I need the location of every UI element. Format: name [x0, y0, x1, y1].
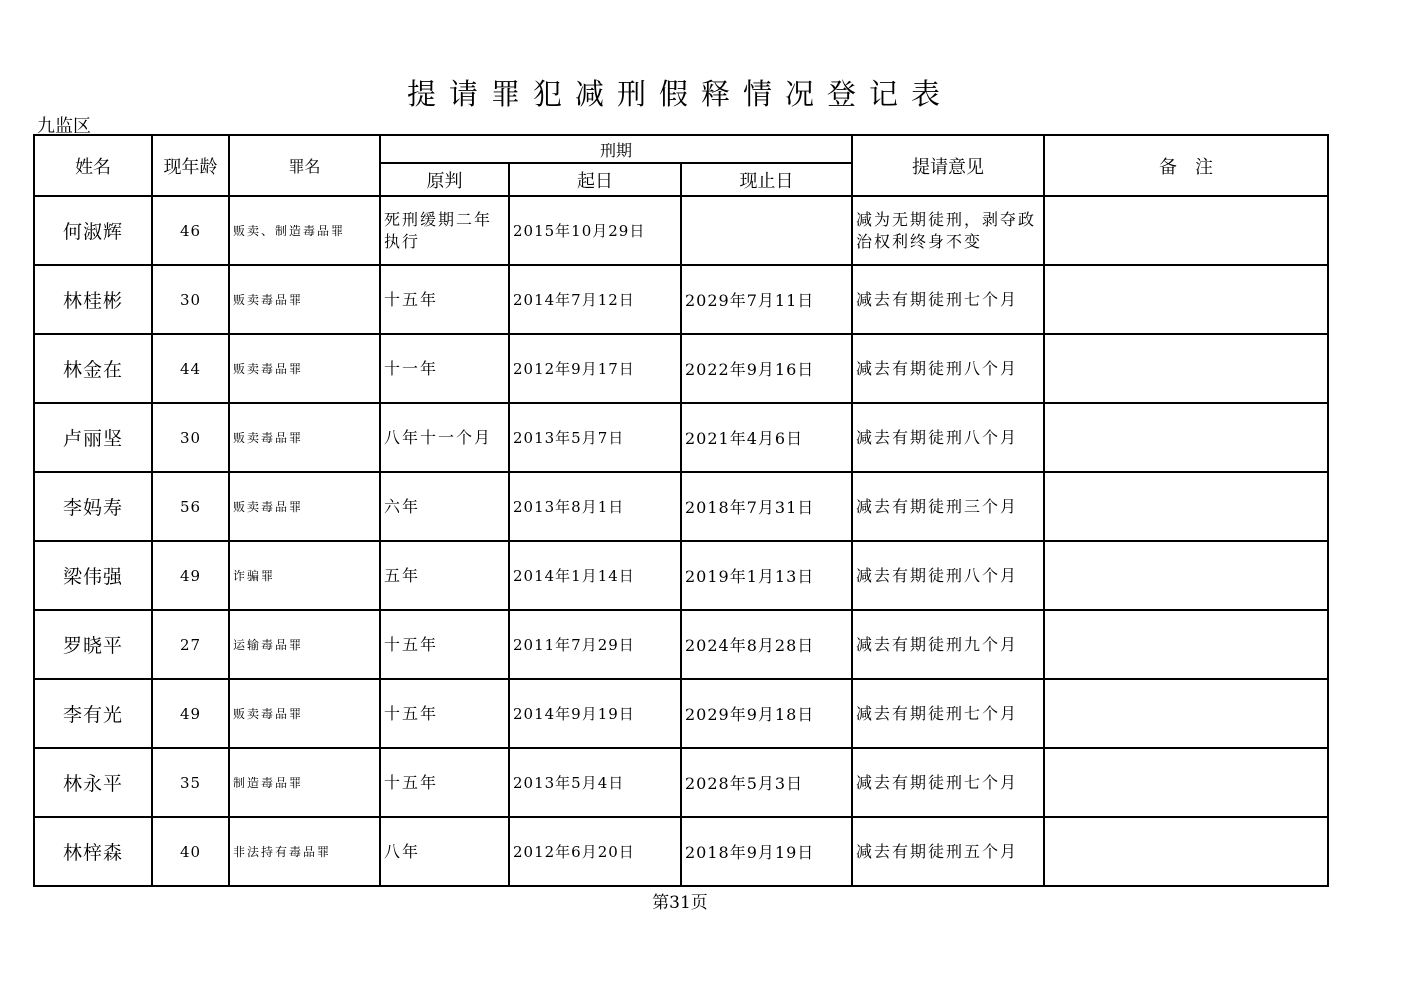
- table-row: [34, 196, 1328, 265]
- cell-start-date: 2013年8月1日: [509, 472, 681, 541]
- prison-area-label: 九监区: [37, 116, 91, 137]
- cell-name: 林桂彬: [34, 265, 152, 334]
- header-original-sentence: 原判: [380, 163, 509, 196]
- cell-end-date: 2024年8月28日: [681, 610, 852, 679]
- cell-opinion: 减去有期徒刑九个月: [852, 610, 1044, 679]
- cell-name: 罗晓平: [34, 610, 152, 679]
- table-row: [34, 541, 1328, 610]
- cell-crime: 贩卖毒品罪: [229, 679, 380, 748]
- cell-name: 何淑辉: [34, 196, 152, 265]
- cell-end-date: 2029年7月11日: [681, 265, 852, 334]
- cell-end-date: 2021年4月6日: [681, 403, 852, 472]
- header-age: 现年龄: [152, 135, 229, 196]
- cell-name: 李妈寿: [34, 472, 152, 541]
- page-number: 第31页: [652, 893, 708, 913]
- cell-age: 44: [152, 334, 229, 403]
- table-body: [34, 135, 1328, 886]
- cell-age: 35: [152, 748, 229, 817]
- cell-start-date: 2014年1月14日: [509, 541, 681, 610]
- cell-end-date: 2019年1月13日: [681, 541, 852, 610]
- cell-name: 梁伟强: [34, 541, 152, 610]
- cell-opinion: 减去有期徒刑八个月: [852, 403, 1044, 472]
- cell-end-date: 2022年9月16日: [681, 334, 852, 403]
- cell-opinion: 减去有期徒刑八个月: [852, 541, 1044, 610]
- cell-opinion: 减去有期徒刑七个月: [852, 679, 1044, 748]
- header-crime: 罪名: [229, 135, 380, 196]
- cell-original-sentence: 五年: [380, 541, 509, 610]
- cell-remark: [1044, 265, 1328, 334]
- table-row: [34, 610, 1328, 679]
- table-row: [34, 472, 1328, 541]
- table-row: [34, 748, 1328, 817]
- cell-name: 林梓森: [34, 817, 152, 886]
- header-end-date: 现止日: [681, 163, 852, 196]
- cell-end-date: 2028年5月3日: [681, 748, 852, 817]
- cell-original-sentence: 八年十一个月: [380, 403, 509, 472]
- cell-age: 30: [152, 403, 229, 472]
- cell-end-date: 2018年9月19日: [681, 817, 852, 886]
- document-title: 提请罪犯减刑假释情况登记表: [406, 77, 953, 111]
- cell-end-date: 2029年9月18日: [681, 679, 852, 748]
- cell-start-date: 2012年6月20日: [509, 817, 681, 886]
- cell-age: 56: [152, 472, 229, 541]
- cell-age: 27: [152, 610, 229, 679]
- header-name: 姓名: [34, 135, 152, 196]
- cell-start-date: 2013年5月7日: [509, 403, 681, 472]
- cell-name: 卢丽坚: [34, 403, 152, 472]
- cell-crime: 制造毒品罪: [229, 748, 380, 817]
- cell-age: 46: [152, 196, 229, 265]
- cell-original-sentence: 十五年: [380, 265, 509, 334]
- cell-crime: 贩卖毒品罪: [229, 472, 380, 541]
- table-row: [34, 679, 1328, 748]
- cell-start-date: 2013年5月4日: [509, 748, 681, 817]
- header-opinion: 提请意见: [852, 135, 1044, 196]
- cell-crime: 贩卖毒品罪: [229, 265, 380, 334]
- table-row: [34, 265, 1328, 334]
- cell-opinion: 减去有期徒刑七个月: [852, 748, 1044, 817]
- cell-opinion: 减为无期徒刑，剥夺政治权利终身不变: [852, 196, 1044, 265]
- cell-remark: [1044, 334, 1328, 403]
- cell-remark: [1044, 610, 1328, 679]
- cell-start-date: 2014年9月19日: [509, 679, 681, 748]
- header-row-top: [34, 135, 1328, 163]
- table-row: [34, 403, 1328, 472]
- table-row: [34, 334, 1328, 403]
- cell-start-date: 2011年7月29日: [509, 610, 681, 679]
- cell-remark: [1044, 679, 1328, 748]
- cell-remark: [1044, 196, 1328, 265]
- cell-original-sentence: 十五年: [380, 748, 509, 817]
- cell-remark: [1044, 817, 1328, 886]
- cell-original-sentence: 八年: [380, 817, 509, 886]
- cell-age: 40: [152, 817, 229, 886]
- header-start-date: 起日: [509, 163, 681, 196]
- cell-name: 林永平: [34, 748, 152, 817]
- cell-age: 49: [152, 679, 229, 748]
- header-term: 刑期: [380, 135, 852, 163]
- cell-remark: [1044, 472, 1328, 541]
- cell-opinion: 减去有期徒刑七个月: [852, 265, 1044, 334]
- cell-name: 李有光: [34, 679, 152, 748]
- cell-crime: 非法持有毒品罪: [229, 817, 380, 886]
- cell-original-sentence: 死刑缓期二年执行: [380, 196, 509, 265]
- cell-remark: [1044, 748, 1328, 817]
- cell-opinion: 减去有期徒刑五个月: [852, 817, 1044, 886]
- table-row: [34, 817, 1328, 886]
- header-remark: 备 注: [1044, 135, 1328, 196]
- cell-remark: [1044, 403, 1328, 472]
- cell-age: 30: [152, 265, 229, 334]
- cell-remark: [1044, 541, 1328, 610]
- cell-original-sentence: 十五年: [380, 610, 509, 679]
- cell-start-date: 2015年10月29日: [509, 196, 681, 265]
- cell-end-date: [681, 196, 852, 265]
- cell-crime: 贩卖毒品罪: [229, 334, 380, 403]
- cell-name: 林金在: [34, 334, 152, 403]
- cell-crime: 贩卖、制造毒品罪: [229, 196, 380, 265]
- cell-original-sentence: 六年: [380, 472, 509, 541]
- cell-original-sentence: 十五年: [380, 679, 509, 748]
- cell-crime: 诈骗罪: [229, 541, 380, 610]
- cell-start-date: 2014年7月12日: [509, 265, 681, 334]
- cell-end-date: 2018年7月31日: [681, 472, 852, 541]
- inmate-register-table: [33, 134, 1329, 887]
- cell-original-sentence: 十一年: [380, 334, 509, 403]
- cell-age: 49: [152, 541, 229, 610]
- cell-opinion: 减去有期徒刑八个月: [852, 334, 1044, 403]
- cell-crime: 贩卖毒品罪: [229, 403, 380, 472]
- cell-opinion: 减去有期徒刑三个月: [852, 472, 1044, 541]
- cell-start-date: 2012年9月17日: [509, 334, 681, 403]
- cell-crime: 运输毒品罪: [229, 610, 380, 679]
